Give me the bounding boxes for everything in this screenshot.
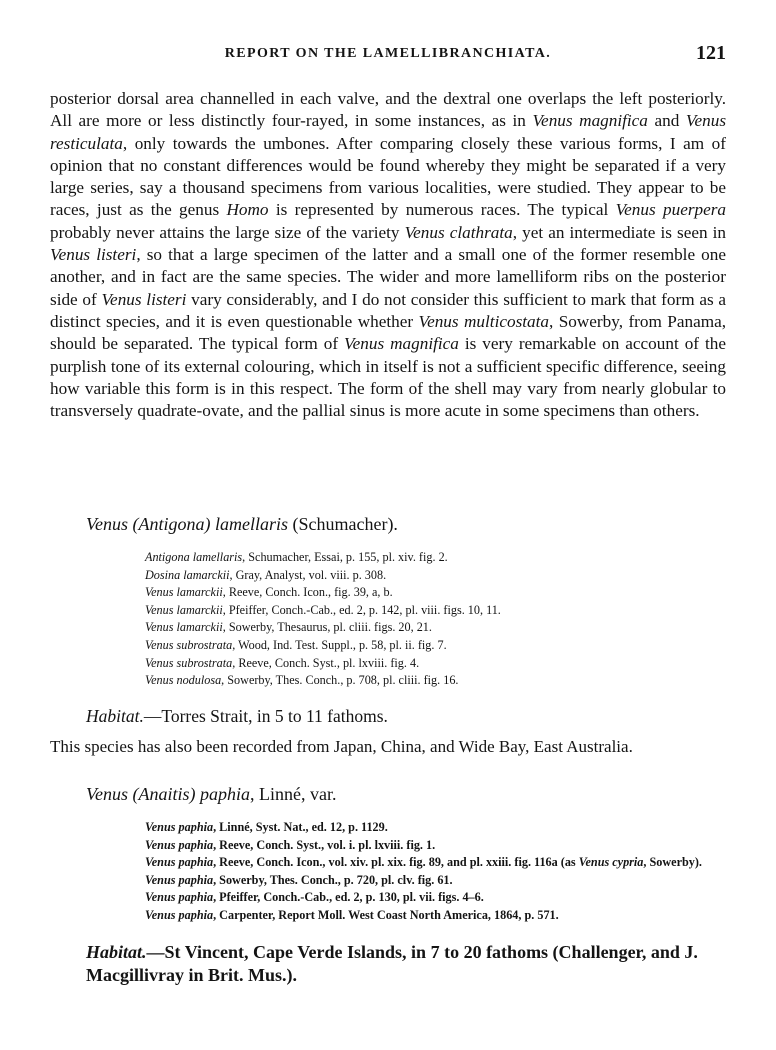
species-name: Venus clathrata (404, 222, 513, 242)
species-name: Venus magnifica (344, 334, 459, 354)
running-title: REPORT ON THE LAMELLIBRANCHIATA. (224, 46, 552, 61)
synonym-entry: Venus paphia, Carpenter, Report Moll. West Coast North America, 1864, p. 571. (145, 907, 559, 922)
species-author: , Linné, var. (250, 784, 337, 804)
species-name: Venus listeri (50, 245, 137, 265)
habitat-line (50, 941, 740, 987)
species-title: Venus (Antigona) lamellaris (86, 514, 288, 534)
species-title: Venus (Anaitis) paphia (86, 784, 250, 804)
synonym-entry: Venus paphia, Pfeiffer, Conch.-Cab., ed. 2, p. 130, pl. vii. figs. 4–6. (145, 890, 484, 905)
synonym-entry: Antigona lamellaris, Schumacher, Essai, p. 155, pl. xiv. fig. 2. (145, 550, 448, 564)
species-name: Venus puerpera (615, 200, 727, 220)
synonym-entry: Venus paphia, Linné, Syst. Nat., ed. 12, p. 1129. (145, 820, 388, 834)
text-run: posterior dorsal area channelled in each valve, and the dextral one overlaps the left posteriorly. All are more or less distinctly four-rayed, in some instances, as in (50, 89, 726, 131)
species-name: Venus resticulata (50, 111, 727, 153)
habitat-label: Habitat. (86, 705, 144, 726)
page-header (50, 42, 726, 66)
synonym-entry: Venus lamarckii, Sowerby, Thesaurus, pl. cliii. figs. 20, 21. (145, 620, 432, 635)
species-author: (Schumacher). (292, 514, 398, 534)
species-entry-lamellaris (50, 514, 740, 757)
synonym-entry: Venus paphia, Sowerby, Thes. Conch., p. 720, pl. clv. fig. 61. (145, 872, 453, 887)
species-heading (86, 514, 740, 535)
synonym-entry: Venus nodulosa, Sowerby, Thes. Conch., p. 708, pl. cliii. fig. 16. (145, 673, 459, 688)
habitat-text: —St Vincent, Cape Verde Islands, in 7 to 20 fathoms (Challenger, and J. Macgillivray in Brit. Mus.). (86, 941, 698, 985)
text-run: and (647, 111, 686, 131)
text-run: is represented by numerous races. The typical (268, 200, 616, 220)
synonym-entry: Venus paphia, Reeve, Conch. Syst., vol. i. pl. lxviii. fig. 1. (145, 837, 436, 852)
species-heading (86, 784, 740, 805)
genus-name: Homo (226, 200, 269, 220)
distribution-note: This species has also been recorded from Japan, China, and Wide Bay, East Australia. (50, 736, 633, 756)
synonym-entry: Dosina lamarckii, Gray, Analyst, vol. viii. p. 308. (145, 567, 387, 582)
synonymy-list (145, 549, 740, 690)
synonym-entry: Venus lamarckii, Pfeiffer, Conch.-Cab., ed. 2, p. 142, pl. viii. figs. 10, 11. (145, 602, 501, 617)
body-paragraph (50, 88, 726, 422)
text-run: probably never attains the large size of the variety (50, 222, 405, 242)
habitat-line (86, 706, 740, 727)
species-name: Venus multicostata (418, 311, 549, 331)
text-run: vary considerably, and I do not consider this sufficient to mark that form as a distinct species, and it is even questionable whether (50, 289, 726, 331)
synonym-entry: Venus subrostrata, Wood, Ind. Test. Suppl., p. 58, pl. ii. fig. 7. (145, 637, 447, 652)
synonym-entry: Venus lamarckii, Reeve, Conch. Icon., fig. 39, a, b. (145, 585, 393, 600)
habitat-text: —Torres Strait, in 5 to 11 fathoms. (143, 705, 388, 726)
text-run: , only towards the umbones. After comparing closely these various forms, I am of opinion that no constant differences would be found whereby they might be separated if a very large series, say a thousand specimens from various localities, were studied. They appear to be races, just as the genus (50, 133, 726, 220)
species-entry-paphia (50, 784, 740, 987)
text-run: is very remarkable on account of the purplish tone of its external colouring, which in itself is not a sufficient specific difference, seeing how variable this form is in this respect. The form of the shell may vary from nearly globular to transversely quadrate-ovate, and the pallial sinus is more acute in some specimens than others. (50, 334, 727, 421)
habitat-label: Habitat. (86, 941, 147, 962)
text-run: , so that a large specimen of the latter and a small one of the former resemble one another, and in fact are the same species. The wider and more lamelliform ribs on the posterior side of (50, 245, 726, 309)
species-name: Venus magnifica (532, 111, 648, 131)
synonym-entry: Venus subrostrata, Reeve, Conch. Syst., pl. lxviii. fig. 4. (145, 655, 420, 670)
text-run: , Sowerby, from Panama, should be separated. The typical form of (50, 311, 726, 354)
synonymy-list (145, 819, 740, 925)
species-name: Venus listeri (101, 289, 187, 309)
text-run: , yet an intermediate is seen in (512, 222, 726, 242)
synonym-entry: Venus paphia, Reeve, Conch. Icon., vol. xiv. pl. xix. fig. 89, and pl. xxiii. fig. 116a (as Venus cypria, Sowerby). (145, 855, 702, 870)
page-number: 121 (696, 42, 726, 64)
